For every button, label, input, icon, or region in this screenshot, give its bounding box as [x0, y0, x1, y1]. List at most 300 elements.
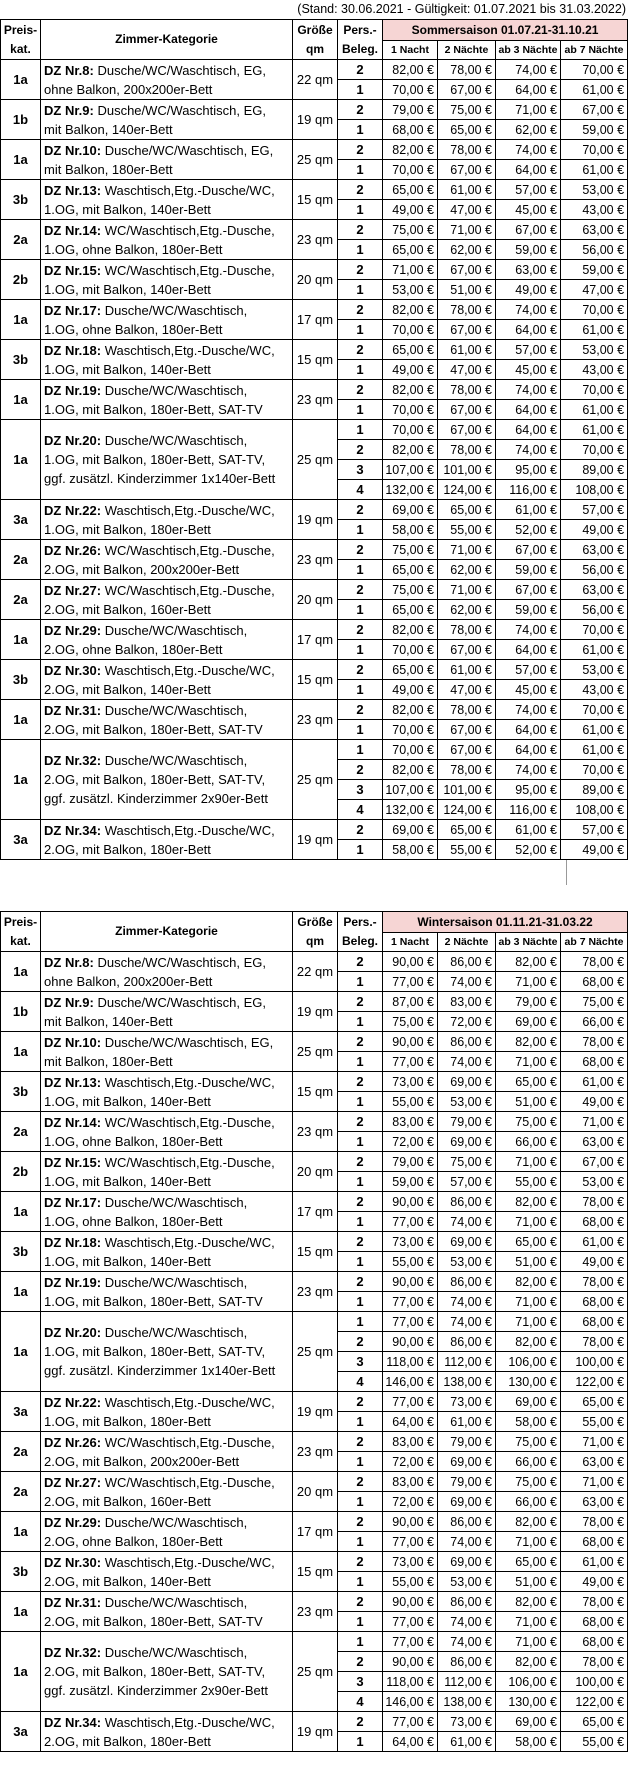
price-cell: 55,00 € [561, 1412, 628, 1432]
price-category: 1a [1, 140, 41, 180]
price-cell: 61,00 € [561, 80, 628, 100]
persons-count: 2 [338, 760, 383, 780]
room-description [41, 1512, 293, 1552]
persons-count: 2 [338, 1272, 383, 1292]
room-number: DZ Nr.8: [44, 62, 94, 78]
persons-count: 2 [338, 100, 383, 120]
persons-count: 2 [338, 380, 383, 400]
price-cell: 51,00 € [496, 1252, 561, 1272]
price-cell: 63,00 € [561, 220, 628, 240]
price-cell: 122,00 € [561, 1372, 628, 1392]
price-cell: 56,00 € [561, 600, 628, 620]
price-cell: 90,00 € [383, 1332, 438, 1352]
room-description [41, 952, 293, 992]
persons-count: 1 [338, 120, 383, 140]
price-cell: 86,00 € [438, 1192, 496, 1212]
price-cell: 49,00 € [561, 1572, 628, 1592]
price-cell: 61,00 € [438, 340, 496, 360]
table-row [1, 1592, 628, 1612]
header-text: kat. [10, 933, 31, 948]
price-cell: 83,00 € [383, 1432, 438, 1452]
table-row [1, 1032, 628, 1052]
persons-count: 2 [338, 1652, 383, 1672]
price-cell: 70,00 € [383, 160, 438, 180]
table-row [1, 340, 628, 360]
table-row [1, 1512, 628, 1532]
persons-count: 1 [338, 360, 383, 380]
price-category: 1a [1, 1272, 41, 1312]
room-number: DZ Nr.15: [44, 1154, 102, 1170]
header-preis-kat [1, 20, 41, 60]
price-cell: 77,00 € [383, 1632, 438, 1652]
table-row [1, 1712, 628, 1732]
persons-count: 3 [338, 460, 383, 480]
room-description [41, 1472, 293, 1512]
room-description [41, 1272, 293, 1312]
room-number: DZ Nr.34: [44, 822, 102, 838]
price-cell: 72,00 € [383, 1492, 438, 1512]
room-detail: 1.OG, mit Balkon, 180er-Bett, SAT-TV, [44, 1344, 266, 1359]
price-cell: 132,00 € [383, 800, 438, 820]
price-cell: 70,00 € [383, 740, 438, 760]
column-header: 2 Nächte [438, 41, 496, 60]
price-cell: 89,00 € [561, 460, 628, 480]
price-cell: 67,00 € [496, 540, 561, 560]
price-cell: 65,00 € [383, 560, 438, 580]
price-category: 1b [1, 992, 41, 1032]
price-cell: 65,00 € [383, 600, 438, 620]
price-cell: 47,00 € [438, 680, 496, 700]
room-number: DZ Nr.19: [44, 382, 102, 398]
persons-count: 1 [338, 680, 383, 700]
price-cell: 67,00 € [438, 160, 496, 180]
price-cell: 61,00 € [561, 720, 628, 740]
price-cell: 49,00 € [561, 520, 628, 540]
price-cell: 49,00 € [561, 840, 628, 860]
persons-count: 1 [338, 400, 383, 420]
room-detail: Waschtisch,Etg.-Dusche/WC, [101, 1234, 275, 1250]
price-cell: 107,00 € [383, 780, 438, 800]
room-description [41, 700, 293, 740]
price-cell: 67,00 € [561, 1152, 628, 1172]
room-size: 19 qm [293, 1712, 338, 1752]
room-size: 22 qm [293, 952, 338, 992]
price-cell: 67,00 € [438, 80, 496, 100]
price-cell: 47,00 € [438, 200, 496, 220]
room-description [41, 140, 293, 180]
price-cell: 67,00 € [438, 420, 496, 440]
price-cell: 53,00 € [383, 280, 438, 300]
persons-count: 1 [338, 972, 383, 992]
price-cell: 86,00 € [438, 1652, 496, 1672]
price-cell: 106,00 € [496, 1672, 561, 1692]
price-cell: 82,00 € [496, 1332, 561, 1352]
price-cell: 74,00 € [438, 1612, 496, 1632]
persons-count: 1 [338, 1412, 383, 1432]
room-detail: 2.OG, ohne Balkon, 180er-Bett [44, 641, 223, 657]
price-cell: 69,00 € [496, 1392, 561, 1412]
room-detail: Dusche/WC/Waschtisch, EG, [93, 994, 267, 1010]
room-detail: Dusche/WC/Waschtisch, EG, [93, 102, 267, 118]
price-cell: 45,00 € [496, 680, 561, 700]
room-detail: Dusche/WC/Waschtisch, EG, [101, 1034, 274, 1050]
room-number: DZ Nr.17: [44, 302, 102, 318]
price-category: 3b [1, 660, 41, 700]
price-cell: 108,00 € [561, 800, 628, 820]
price-cell: 79,00 € [438, 1472, 496, 1492]
header-text: Zimmer-Kategorie [115, 924, 218, 938]
room-detail: Dusche/WC/Waschtisch, [101, 1514, 248, 1530]
price-cell: 68,00 € [561, 1312, 628, 1332]
price-cell: 63,00 € [561, 1452, 628, 1472]
price-cell: 90,00 € [383, 1512, 438, 1532]
persons-count: 2 [338, 1592, 383, 1612]
room-detail: 2.OG, ohne Balkon, 180er-Bett [44, 1533, 223, 1549]
table-row [1, 740, 628, 760]
persons-count: 1 [338, 1092, 383, 1112]
price-cell: 112,00 € [438, 1672, 496, 1692]
table-row [1, 660, 628, 680]
room-detail: Dusche/WC/Waschtisch, EG, [93, 954, 267, 970]
price-cell: 71,00 € [496, 1212, 561, 1232]
room-description [41, 380, 293, 420]
room-detail: Waschtisch,Etg.-Dusche/WC, [101, 1714, 275, 1730]
price-cell: 67,00 € [438, 320, 496, 340]
price-cell: 74,00 € [438, 1292, 496, 1312]
room-description [41, 1432, 293, 1472]
room-description [41, 1632, 293, 1712]
price-cell: 67,00 € [438, 720, 496, 740]
column-header: ab 7 Nächte [561, 41, 628, 60]
room-description [41, 220, 293, 260]
price-cell: 86,00 € [438, 952, 496, 972]
table-row [1, 1432, 628, 1452]
price-cell: 78,00 € [438, 380, 496, 400]
persons-count: 1 [338, 1132, 383, 1152]
persons-count: 2 [338, 1232, 383, 1252]
header-text: Größe [297, 914, 333, 929]
price-cell: 71,00 € [383, 260, 438, 280]
room-description [41, 260, 293, 300]
price-cell: 77,00 € [383, 972, 438, 992]
price-cell: 55,00 € [438, 520, 496, 540]
price-cell: 78,00 € [561, 1512, 628, 1532]
persons-count: 1 [338, 1732, 383, 1752]
room-detail: 2.OG, mit Balkon, 160er-Bett [44, 1493, 211, 1509]
room-description [41, 540, 293, 580]
price-cell: 63,00 € [561, 1492, 628, 1512]
room-detail: 1.OG, ohne Balkon, 180er-Bett [44, 1213, 223, 1229]
room-detail: Dusche/WC/Waschtisch, [101, 622, 248, 638]
room-size: 25 qm [293, 140, 338, 180]
table-row [1, 380, 628, 400]
table-row [1, 100, 628, 120]
divider-line [566, 860, 567, 885]
price-cell: 70,00 € [383, 420, 438, 440]
room-description [41, 100, 293, 140]
persons-count: 1 [338, 320, 383, 340]
price-cell: 74,00 € [496, 700, 561, 720]
room-detail: 2.OG, mit Balkon, 180er-Bett, SAT-TV, [44, 772, 266, 787]
price-cell: 67,00 € [561, 100, 628, 120]
price-cell: 79,00 € [383, 1152, 438, 1172]
price-cell: 78,00 € [561, 1192, 628, 1212]
price-cell: 43,00 € [561, 360, 628, 380]
room-detail: Waschtisch,Etg.-Dusche/WC, [101, 1394, 275, 1410]
room-detail: 1.OG, mit Balkon, 180er-Bett [44, 521, 211, 537]
price-cell: 75,00 € [496, 1432, 561, 1452]
price-cell: 67,00 € [438, 400, 496, 420]
price-cell: 72,00 € [438, 1012, 496, 1032]
room-detail: Waschtisch,Etg.-Dusche/WC, [101, 182, 275, 198]
price-cell: 74,00 € [438, 1052, 496, 1072]
room-detail: ohne Balkon, 200x200er-Bett [44, 973, 213, 989]
room-size: 15 qm [293, 1072, 338, 1112]
price-cell: 51,00 € [496, 1092, 561, 1112]
room-detail: Waschtisch,Etg.-Dusche/WC, [101, 822, 275, 838]
price-cell: 53,00 € [561, 1172, 628, 1192]
room-description [41, 340, 293, 380]
price-category: 2a [1, 540, 41, 580]
room-detail: WC/Waschtisch,Etg.-Dusche, [101, 1154, 275, 1170]
column-header: ab 7 Nächte [561, 933, 628, 952]
price-cell: 74,00 € [496, 440, 561, 460]
price-cell: 53,00 € [438, 1092, 496, 1112]
price-cell: 51,00 € [438, 280, 496, 300]
room-detail: mit Balkon, 180er-Bett [44, 161, 173, 177]
price-cell: 74,00 € [496, 60, 561, 80]
price-cell: 61,00 € [438, 1412, 496, 1432]
room-description [41, 580, 293, 620]
price-cell: 74,00 € [438, 1212, 496, 1232]
price-cell: 90,00 € [383, 1192, 438, 1212]
price-cell: 138,00 € [438, 1372, 496, 1392]
price-cell: 86,00 € [438, 1512, 496, 1532]
price-cell: 57,00 € [496, 660, 561, 680]
price-cell: 74,00 € [438, 972, 496, 992]
price-cell: 61,00 € [561, 1552, 628, 1572]
persons-count: 2 [338, 1392, 383, 1412]
room-detail: WC/Waschtisch,Etg.-Dusche, [101, 542, 275, 558]
room-description [41, 1112, 293, 1152]
price-cell: 90,00 € [383, 1592, 438, 1612]
price-cell: 71,00 € [496, 100, 561, 120]
price-cell: 71,00 € [561, 1472, 628, 1492]
winter-season-table [0, 911, 628, 1752]
table-row [1, 60, 628, 80]
room-detail: Dusche/WC/Waschtisch, [101, 1645, 248, 1660]
persons-count: 2 [338, 1152, 383, 1172]
room-size: 17 qm [293, 1512, 338, 1552]
price-cell: 75,00 € [438, 1152, 496, 1172]
room-number: DZ Nr.30: [44, 662, 102, 678]
table-row [1, 620, 628, 640]
price-cell: 57,00 € [561, 500, 628, 520]
persons-count: 1 [338, 520, 383, 540]
room-description [41, 300, 293, 340]
price-cell: 55,00 € [383, 1572, 438, 1592]
price-cell: 62,00 € [438, 600, 496, 620]
persons-count: 1 [338, 1252, 383, 1272]
room-detail: 1.OG, mit Balkon, 140er-Bett [44, 281, 211, 297]
price-category: 3a [1, 820, 41, 860]
room-detail: Waschtisch,Etg.-Dusche/WC, [101, 342, 275, 358]
persons-count: 2 [338, 820, 383, 840]
room-description [41, 1552, 293, 1592]
price-cell: 70,00 € [561, 620, 628, 640]
price-category: 1b [1, 100, 41, 140]
persons-count: 2 [338, 440, 383, 460]
header-zimmer-kategorie [41, 912, 293, 952]
price-cell: 86,00 € [438, 1032, 496, 1052]
room-detail: Waschtisch,Etg.-Dusche/WC, [101, 1554, 275, 1570]
price-cell: 61,00 € [561, 1232, 628, 1252]
price-cell: 77,00 € [383, 1052, 438, 1072]
room-number: DZ Nr.9: [44, 102, 94, 118]
persons-count: 3 [338, 780, 383, 800]
table-row [1, 540, 628, 560]
room-size: 25 qm [293, 420, 338, 500]
price-cell: 55,00 € [496, 1172, 561, 1192]
room-size: 20 qm [293, 260, 338, 300]
price-cell: 53,00 € [438, 1572, 496, 1592]
persons-count: 2 [338, 660, 383, 680]
price-cell: 74,00 € [496, 140, 561, 160]
header-text: qm [306, 41, 324, 56]
price-cell: 68,00 € [561, 1212, 628, 1232]
price-cell: 108,00 € [561, 480, 628, 500]
price-cell: 67,00 € [496, 220, 561, 240]
persons-count: 1 [338, 200, 383, 220]
summer-season-table-wrapper [0, 19, 628, 860]
price-cell: 49,00 € [561, 1252, 628, 1272]
price-cell: 53,00 € [561, 340, 628, 360]
price-category: 2b [1, 1152, 41, 1192]
table-row [1, 1552, 628, 1572]
price-category: 1a [1, 1512, 41, 1552]
room-detail: WC/Waschtisch,Etg.-Dusche, [101, 1114, 275, 1130]
room-detail: 2.OG, mit Balkon, 200x200er-Bett [44, 1453, 240, 1469]
room-number: DZ Nr.15: [44, 262, 102, 278]
price-category: 2a [1, 1472, 41, 1512]
header-row [1, 912, 628, 933]
room-detail: Dusche/WC/Waschtisch, [101, 702, 248, 718]
room-detail: Dusche/WC/Waschtisch, EG, [93, 62, 267, 78]
price-cell: 69,00 € [438, 1072, 496, 1092]
room-size: 25 qm [293, 1632, 338, 1712]
price-cell: 70,00 € [561, 380, 628, 400]
room-detail: 2.OG, mit Balkon, 180er-Bett, SAT-TV [44, 721, 263, 737]
price-cell: 69,00 € [438, 1132, 496, 1152]
room-number: DZ Nr.13: [44, 182, 102, 198]
room-detail: 2.OG, mit Balkon, 180er-Bett [44, 841, 211, 857]
persons-count: 2 [338, 260, 383, 280]
room-detail: mit Balkon, 140er-Bett [44, 121, 173, 137]
price-cell: 67,00 € [438, 260, 496, 280]
persons-count: 1 [338, 600, 383, 620]
price-category: 2b [1, 260, 41, 300]
price-cell: 82,00 € [496, 1592, 561, 1612]
room-detail: Dusche/WC/Waschtisch, [101, 433, 248, 448]
room-size: 19 qm [293, 100, 338, 140]
price-cell: 49,00 € [561, 1092, 628, 1112]
price-category: 3b [1, 340, 41, 380]
room-size: 15 qm [293, 1552, 338, 1592]
price-cell: 72,00 € [383, 1132, 438, 1152]
price-cell: 130,00 € [496, 1372, 561, 1392]
header-preis-kat [1, 912, 41, 952]
price-cell: 53,00 € [561, 180, 628, 200]
price-cell: 62,00 € [438, 240, 496, 260]
persons-count: 2 [338, 1192, 383, 1212]
price-category: 3b [1, 1232, 41, 1272]
room-detail: 1.OG, mit Balkon, 140er-Bett [44, 361, 211, 377]
persons-count: 1 [338, 1292, 383, 1312]
price-cell: 67,00 € [438, 640, 496, 660]
price-cell: 64,00 € [496, 320, 561, 340]
price-cell: 55,00 € [561, 1732, 628, 1752]
price-cell: 77,00 € [383, 1712, 438, 1732]
room-number: DZ Nr.20: [44, 433, 102, 448]
price-cell: 58,00 € [496, 1412, 561, 1432]
room-size: 23 qm [293, 380, 338, 420]
room-number: DZ Nr.10: [44, 142, 102, 158]
price-cell: 70,00 € [561, 300, 628, 320]
price-cell: 146,00 € [383, 1372, 438, 1392]
price-cell: 61,00 € [561, 1072, 628, 1092]
price-cell: 61,00 € [561, 740, 628, 760]
room-description [41, 1392, 293, 1432]
price-cell: 78,00 € [438, 700, 496, 720]
price-cell: 66,00 € [496, 1452, 561, 1472]
price-cell: 64,00 € [496, 400, 561, 420]
price-category: 1a [1, 1592, 41, 1632]
price-category: 1a [1, 952, 41, 992]
price-cell: 65,00 € [496, 1552, 561, 1572]
table-row [1, 1112, 628, 1132]
price-cell: 74,00 € [438, 1532, 496, 1552]
price-cell: 75,00 € [561, 992, 628, 1012]
price-cell: 74,00 € [496, 620, 561, 640]
price-cell: 70,00 € [383, 400, 438, 420]
price-category: 1a [1, 1192, 41, 1232]
price-cell: 86,00 € [438, 1592, 496, 1612]
room-description [41, 1232, 293, 1272]
room-detail: WC/Waschtisch,Etg.-Dusche, [101, 582, 275, 598]
room-number: DZ Nr.14: [44, 1114, 102, 1130]
header-text: qm [306, 933, 324, 948]
price-cell: 61,00 € [496, 820, 561, 840]
table-row [1, 500, 628, 520]
price-cell: 77,00 € [383, 1212, 438, 1232]
table-row [1, 1392, 628, 1412]
header-pers-beleg [338, 912, 383, 952]
persons-count: 1 [338, 1212, 383, 1232]
price-cell: 71,00 € [438, 540, 496, 560]
price-cell: 63,00 € [561, 580, 628, 600]
persons-count: 2 [338, 1472, 383, 1492]
price-cell: 51,00 € [496, 1572, 561, 1592]
price-cell: 146,00 € [383, 1692, 438, 1712]
price-cell: 65,00 € [496, 1232, 561, 1252]
room-description [41, 1712, 293, 1752]
price-cell: 78,00 € [438, 140, 496, 160]
price-cell: 59,00 € [383, 1172, 438, 1192]
price-cell: 66,00 € [496, 1492, 561, 1512]
price-cell: 43,00 € [561, 680, 628, 700]
table-row [1, 1152, 628, 1172]
price-cell: 53,00 € [438, 1252, 496, 1272]
